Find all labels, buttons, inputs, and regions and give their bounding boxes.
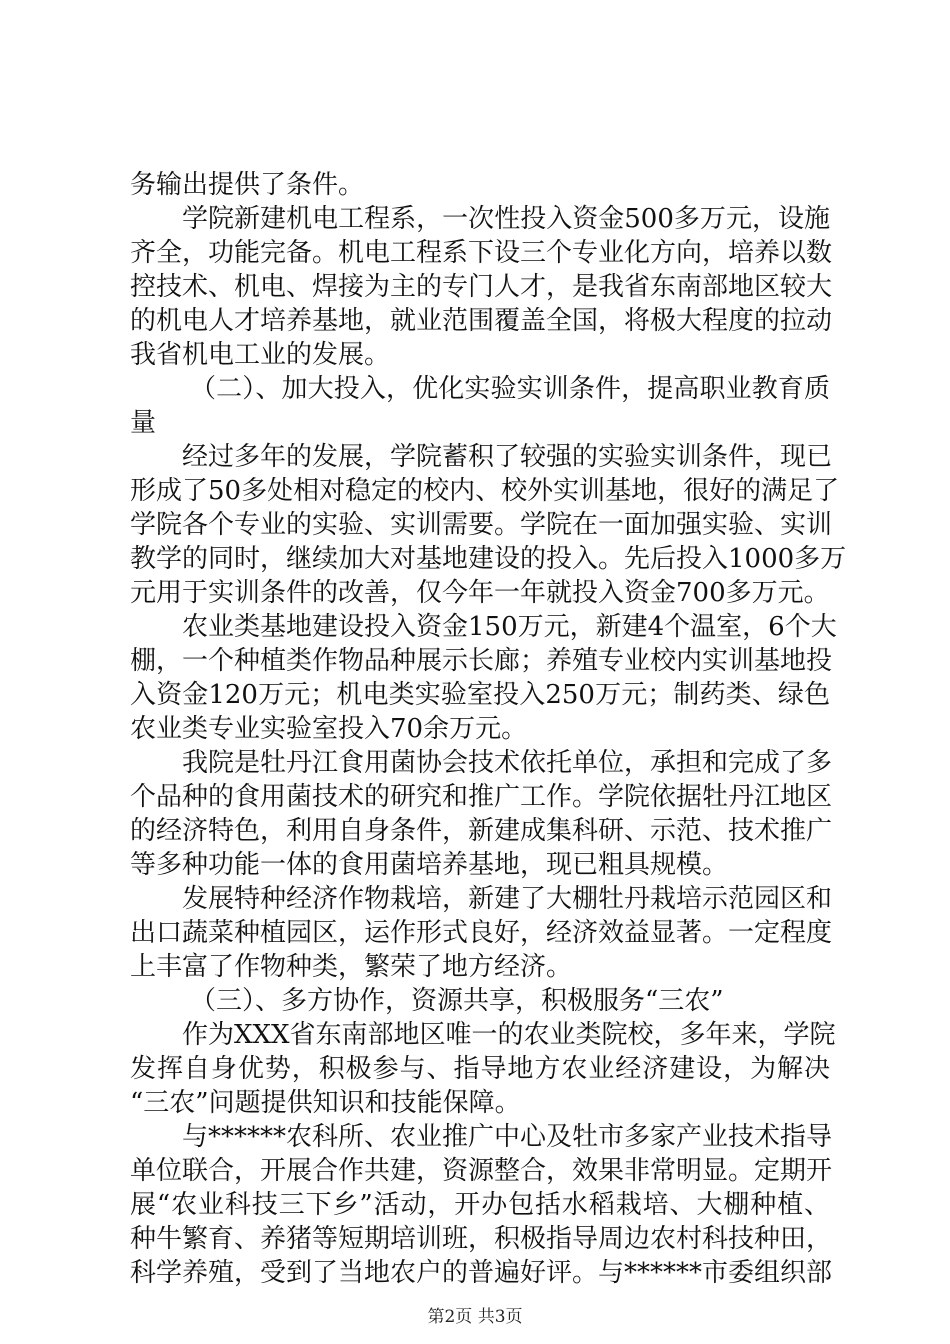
text-line: 发展特种经济作物栽培，新建了大棚牡丹栽培示范园区和 (182, 884, 833, 914)
text-line: 我院是牡丹江食用菌协会技术依托单位，承担和完成了多 (182, 748, 833, 778)
text-line: 的经济特色，利用自身条件，新建成集科研、示范、技术推广 (130, 816, 833, 846)
text-line: 作为XXX省东南部地区唯一的农业类院校，多年来，学院 (182, 1020, 836, 1050)
text-line: 量 (130, 408, 157, 438)
text-line: 务输出提供了条件。 (130, 170, 365, 200)
text-line: 学院各个专业的实验、实训需要。学院在一面加强实验、实训 (130, 510, 833, 540)
text-line: “三农”问题提供知识和技能保障。 (130, 1088, 521, 1118)
text-line: 我省机电工业的发展。 (130, 340, 391, 370)
text-line: 个品种的食用菌技术的研究和推广工作。学院依据牡丹江地区 (130, 782, 833, 812)
text-line: 经过多年的发展，学院蓄积了较强的实验实训条件，现已 (182, 442, 833, 472)
document-body (130, 168, 847, 1290)
text-line: 单位联合，开展合作共建，资源整合，效果非常明显。定期开 (130, 1156, 833, 1186)
text-line: 出口蔬菜种植园区，运作形式良好，经济效益显著。一定程度 (130, 918, 833, 948)
text-line: 控技术、机电、焊接为主的专门人才，是我省东南部地区较大 (130, 272, 833, 302)
text-line: 农业类基地建设投入资金150万元，新建4个温室，6个大 (182, 612, 837, 642)
text-line: 发挥自身优势，积极参与、指导地方农业经济建设，为解决 (130, 1054, 830, 1084)
text-line: （二）、加大投入，优化实验实训条件，提高职业教育质 (190, 374, 830, 404)
text-line: 展“农业科技三下乡”活动，开办包括水稻栽培、大棚种植、 (130, 1190, 830, 1220)
text-line: 农业类专业实验室投入70余万元。 (130, 714, 528, 744)
text-line: 教学的同时，继续加大对基地建设的投入。先后投入1000多万 (130, 544, 847, 574)
text-line: 等多种功能一体的食用菌培养基地，现已粗具规模。 (130, 850, 729, 880)
text-line: 棚，一个种植类作物品种展示长廊；养殖专业校内实训基地投 (130, 646, 833, 676)
text-line: 入资金120万元；机电类实验室投入250万元；制药类、绿色 (130, 680, 830, 710)
text-line: （三）、多方协作，资源共享，积极服务“三农” (190, 986, 724, 1016)
text-line: 科学养殖，受到了当地农户的普遍好评。与******市委组织部 (130, 1258, 833, 1288)
text-line: 与******农科所、农业推广中心及牡市多家产业技术指导 (182, 1122, 833, 1152)
text-line: 学院新建机电工程系，一次性投入资金500多万元，设施 (182, 204, 830, 234)
text-line: 种牛繁育、养猪等短期培训班，积极指导周边农村科技种田， (130, 1224, 833, 1254)
text-line: 齐全，功能完备。机电工程系下设三个专业化方向，培养以数 (130, 238, 833, 268)
text-line: 形成了50多处相对稳定的校内、校外实训基地，很好的满足了 (130, 476, 840, 506)
page-footer: 第2页 共3页 (427, 1307, 523, 1327)
text-line: 的机电人才培养基地，就业范围覆盖全国，将极大程度的拉动 (130, 306, 833, 336)
text-line: 上丰富了作物种类，繁荣了地方经济。 (130, 952, 573, 982)
text-line: 元用于实训条件的改善，仅今年一年就投入资金700多万元。 (130, 578, 830, 608)
